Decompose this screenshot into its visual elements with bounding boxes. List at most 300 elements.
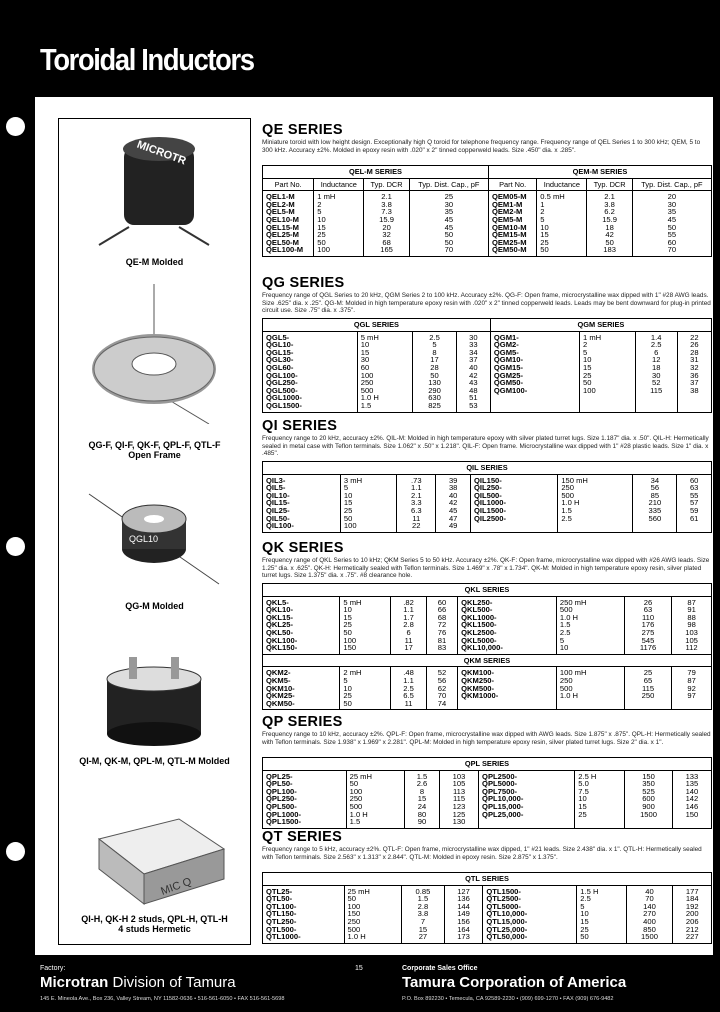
typ-dcr-cell: 176 — [624, 621, 671, 629]
dist-cap-cell: 38 — [677, 387, 711, 395]
inductance-cell: 5 mH — [357, 331, 413, 341]
dist-cap-cell: 123 — [439, 803, 478, 811]
table-row — [263, 522, 712, 532]
dist-cap-cell: 91 — [672, 606, 712, 614]
dist-cap-cell: 92 — [672, 685, 712, 693]
typ-dcr-cell: 8 — [413, 349, 456, 357]
inductance-cell: 2.5 — [556, 629, 624, 637]
part-number-cell: QPL500- — [263, 803, 347, 811]
inductance-cell: 500 — [556, 606, 624, 614]
part-number-cell: QKL15- — [263, 614, 340, 622]
dist-cap-cell: 50 — [409, 239, 488, 247]
part-number-cell: QKM25- — [263, 692, 340, 700]
inductance-cell: 10 — [537, 224, 587, 232]
typ-dcr-cell: 2.8 — [391, 621, 427, 629]
part-number-cell: QGM10- — [490, 356, 579, 364]
column-header: Inductance — [537, 178, 587, 191]
inductance-cell: 50 — [340, 515, 396, 523]
dist-cap-cell: 144 — [444, 903, 483, 911]
table-row — [263, 246, 712, 256]
dist-cap-cell: 149 — [444, 910, 483, 918]
part-number-cell: QGM2- — [490, 341, 579, 349]
inductance-cell: 15 — [314, 224, 364, 232]
caption-line: Open Frame — [128, 450, 181, 460]
typ-dcr-cell: 34 — [633, 474, 677, 484]
part-number-cell: QTL10,000- — [483, 910, 577, 918]
inductance-cell: 5 — [577, 903, 626, 911]
typ-dcr-cell: 6.2 — [587, 208, 632, 216]
series-description: Frequency range to 5 kHz, accuracy ±2%. QTL-F: Open frame, microcrystalline wax dipped, 1" #21 leads. Size 2.438" dia. x 1". QTL-H: Hermetically sealed with Teflon terminals. Size 2.563" x 1.313" x 2.844". QTL-M: Molded in epoxy resin. Size 2.875" x 1.375". — [262, 846, 702, 861]
inductance-cell — [580, 394, 636, 402]
dist-cap-cell — [677, 402, 711, 412]
inductance-cell: 1.5 — [558, 507, 633, 515]
typ-dcr-cell — [625, 818, 673, 828]
dist-cap-cell: 88 — [672, 614, 712, 622]
part-number-cell: QEL100-M — [263, 246, 314, 256]
series-title: QG SERIES — [262, 275, 345, 291]
part-number-cell: QGM100- — [490, 387, 579, 395]
series-qk — [262, 540, 712, 710]
inductance-cell: 2.5 H — [575, 770, 625, 780]
dist-cap-cell: 37 — [677, 379, 711, 387]
part-number-cell: QEM15-M — [488, 231, 536, 239]
part-number-cell: QPL25- — [263, 770, 347, 780]
dist-cap-cell: 142 — [672, 795, 711, 803]
factory-address: 145 E. Mineola Ave., Box 236, Valley Stream, NY 11582-0636 • 516-561-6050 • FAX 516-561-5698 — [40, 996, 285, 1002]
series-description: Frequency range to 10 kHz, accuracy ±2%. QPL-F: Open frame, microcrystalline wax dipped with AWG leads. Size 1.875" x .875". QPL-H: Hermetically sealed with Teflon terminals. Size 1.938" x 1.969" x 2.281". QPL-M: Molded in high temperature epoxy resin, silver plated turret lugs. Size 2" dia. x 1". — [262, 731, 711, 746]
dist-cap-cell: 212 — [673, 926, 712, 934]
part-number-cell: QKL1500- — [458, 621, 557, 629]
group-header: QKM SERIES — [263, 654, 712, 667]
dist-cap-cell: 76 — [426, 629, 457, 637]
inductance-cell: 25 mH — [344, 885, 402, 895]
dist-cap-cell: 60 — [677, 474, 712, 484]
dist-cap-cell: 72 — [426, 621, 457, 629]
dist-cap-cell: 97 — [672, 692, 712, 700]
inductance-cell: 10 — [340, 685, 391, 693]
qe-molded-image — [59, 127, 250, 247]
typ-dcr-cell: .48 — [391, 667, 427, 677]
inductance-cell: 10 — [314, 216, 364, 224]
typ-dcr-cell: 3.8 — [587, 201, 632, 209]
inductance-cell: 100 — [340, 522, 396, 532]
part-number-cell — [490, 402, 579, 412]
dist-cap-cell: 105 — [672, 637, 712, 645]
typ-dcr-cell: 2.1 — [397, 492, 436, 500]
part-number-cell: QKM1000- — [458, 692, 557, 700]
inductance-cell: 100 — [314, 246, 364, 256]
inductance-cell: 2 — [537, 208, 587, 216]
dist-cap-cell: 105 — [439, 780, 478, 788]
part-number-cell: QTL15,000- — [483, 918, 577, 926]
part-number-cell: QGL15- — [263, 349, 358, 357]
dist-cap-cell — [672, 818, 711, 828]
inductance-cell: 100 — [580, 387, 636, 395]
part-number-cell: QIL50- — [263, 515, 341, 523]
part-number-cell: QGM15- — [490, 364, 579, 372]
typ-dcr-cell: 70 — [626, 895, 673, 903]
inductance-cell: 10 — [340, 606, 391, 614]
inductance-cell: 10 — [357, 341, 413, 349]
inductance-cell: 5 — [314, 208, 364, 216]
typ-dcr-cell — [633, 522, 677, 532]
series-title: QI SERIES — [262, 418, 338, 434]
dist-cap-cell: 32 — [677, 364, 711, 372]
typ-dcr-cell: 6 — [391, 629, 427, 637]
dist-cap-cell: 61 — [677, 515, 712, 523]
dist-cap-cell: 87 — [672, 677, 712, 685]
inductance-cell — [558, 522, 633, 532]
part-number-cell: QTL2500- — [483, 895, 577, 903]
spec-table — [262, 583, 712, 710]
caption-open-frame — [59, 440, 250, 460]
dist-cap-cell: 206 — [673, 918, 712, 926]
inductance-cell: 2 mH — [340, 667, 391, 677]
inductance-cell: 15 — [340, 614, 391, 622]
dist-cap-cell — [677, 394, 711, 402]
typ-dcr-cell: 11 — [391, 700, 427, 710]
part-number-cell: QIL1000- — [470, 499, 557, 507]
dist-cap-cell: 45 — [409, 216, 488, 224]
group-header: QKL SERIES — [263, 584, 712, 597]
dist-cap-cell: 79 — [672, 667, 712, 677]
part-number-cell: QIL25- — [263, 507, 341, 515]
dist-cap-cell: 164 — [444, 926, 483, 934]
typ-dcr-cell: 545 — [624, 637, 671, 645]
part-number-cell: QKL10- — [263, 606, 340, 614]
typ-dcr-cell: .82 — [391, 596, 427, 606]
table-row — [263, 933, 712, 943]
series-title: QP SERIES — [262, 714, 343, 730]
inductance-cell: 1.0 H — [357, 394, 413, 402]
part-number-cell: QIL250- — [470, 484, 557, 492]
inductance-cell: 250 — [344, 918, 402, 926]
inductance-cell: 100 — [357, 372, 413, 380]
typ-dcr-cell: .73 — [397, 474, 436, 484]
dist-cap-cell: 42 — [436, 499, 471, 507]
inductance-cell: 250 — [556, 677, 624, 685]
inductance-cell: 150 mH — [558, 474, 633, 484]
caption-line: 4 studs Hermetic — [118, 924, 191, 934]
table-row — [263, 191, 712, 201]
inductance-cell: 15 — [580, 364, 636, 372]
group-header: QGL SERIES — [263, 319, 491, 332]
dist-cap-cell: 45 — [632, 216, 711, 224]
part-number-cell: QGM50- — [490, 379, 579, 387]
series-qt — [262, 829, 712, 944]
typ-dcr-cell: 2.8 — [402, 903, 445, 911]
typ-dcr-cell: 600 — [625, 795, 673, 803]
column-header: Inductance — [314, 178, 364, 191]
column-header-row — [263, 178, 712, 191]
part-number-cell: QTL50- — [263, 895, 345, 903]
part-number-cell: QGM25- — [490, 372, 579, 380]
inductance-cell: 1.0 H — [556, 692, 624, 700]
caption-line: QG-F, QI-F, QK-F, QPL-F, QTL-F — [88, 440, 221, 450]
inductance-cell: 250 — [357, 379, 413, 387]
typ-dcr-cell: 350 — [625, 780, 673, 788]
dist-cap-cell: 98 — [672, 621, 712, 629]
series-description: Frequency range of QGL Series to 20 kHz, QGM Series 2 to 100 kHz. Accuracy ±2%. QG-F: Open frame, microcrystalline wax dipped with 1" #28 AWG leads. Size .625" dia. x .25". QG-M: Molded in high temperature epoxy resin with .020" x 2" tinned copperweld leads. Leads may be bent downward for plug-in printed circuit use. Size .75" dia. x .375". — [262, 292, 711, 315]
typ-dcr-cell: 1500 — [625, 811, 673, 819]
dist-cap-cell: 50 — [632, 224, 711, 232]
inductance-cell: 1.0 H — [344, 933, 402, 943]
part-number-cell: QEM25-M — [488, 239, 536, 247]
inductance-cell: 15 — [575, 803, 625, 811]
inductance-cell: 50 — [577, 933, 626, 943]
inductance-cell: 500 — [558, 492, 633, 500]
typ-dcr-cell: 52 — [635, 379, 677, 387]
part-number-cell: QKM100- — [458, 667, 557, 677]
dist-cap-cell: 83 — [426, 644, 457, 654]
dist-cap-cell: 56 — [426, 677, 457, 685]
inductance-cell: 7.5 — [575, 788, 625, 796]
part-number-cell: QEL25-M — [263, 231, 314, 239]
dist-cap-cell: 25 — [409, 191, 488, 201]
dist-cap-cell: 112 — [672, 644, 712, 654]
inductance-cell: 2.5 — [558, 515, 633, 523]
dist-cap-cell: 133 — [672, 770, 711, 780]
inductance-cell — [580, 402, 636, 412]
binder-hole — [6, 842, 25, 861]
inductance-cell: 50 — [314, 239, 364, 247]
dist-cap-cell: 39 — [436, 474, 471, 484]
part-number-cell: QEL1-M — [263, 191, 314, 201]
binder-hole — [6, 117, 25, 136]
part-number-cell — [458, 700, 557, 710]
column-header: Typ. DCR — [364, 178, 409, 191]
typ-dcr-cell: 24 — [405, 803, 440, 811]
inductance-cell: 1.0 H — [558, 499, 633, 507]
dist-cap-cell: 51 — [456, 394, 490, 402]
table-row — [263, 216, 712, 224]
typ-dcr-cell: 3.8 — [402, 910, 445, 918]
typ-dcr-cell: 275 — [624, 629, 671, 637]
table-row — [263, 644, 712, 654]
part-number-cell: QEL5-M — [263, 208, 314, 216]
typ-dcr-cell: 1176 — [624, 644, 671, 654]
dist-cap-cell: 192 — [673, 903, 712, 911]
typ-dcr-cell: 8 — [405, 788, 440, 796]
typ-dcr-cell: 560 — [633, 515, 677, 523]
part-number-cell: QGL60- — [263, 364, 358, 372]
part-number-cell: QKM2- — [263, 667, 340, 677]
dist-cap-cell: 115 — [439, 795, 478, 803]
factory-name — [40, 974, 236, 991]
part-number-cell: QKL5000- — [458, 637, 557, 645]
spec-table — [262, 165, 712, 257]
footer — [0, 955, 720, 1012]
inductance-cell: 2 — [580, 341, 636, 349]
part-number-cell: QKL10,000- — [458, 644, 557, 654]
part-number-cell: QEM50-M — [488, 246, 536, 256]
dist-cap-cell: 70 — [632, 246, 711, 256]
typ-dcr-cell — [624, 700, 671, 710]
typ-dcr-cell: 85 — [633, 492, 677, 500]
typ-dcr-cell: 140 — [626, 903, 673, 911]
inductance-cell: 25 — [314, 231, 364, 239]
dist-cap-cell: 42 — [456, 372, 490, 380]
typ-dcr-cell: 6 — [635, 349, 677, 357]
dist-cap-cell: 60 — [426, 596, 457, 606]
inductance-cell: 50 — [580, 379, 636, 387]
typ-dcr-cell — [635, 402, 677, 412]
typ-dcr-cell — [635, 394, 677, 402]
dist-cap-cell — [677, 522, 712, 532]
part-number-cell: QIL5- — [263, 484, 341, 492]
part-number-cell: QGL5- — [263, 331, 358, 341]
dist-cap-cell: 53 — [456, 402, 490, 412]
column-header: Typ. DCR — [587, 178, 632, 191]
inductance-cell: 150 — [340, 644, 391, 654]
inductance-cell: 500 — [357, 387, 413, 395]
table-row — [263, 387, 712, 395]
dist-cap-cell: 103 — [672, 629, 712, 637]
dist-cap-cell: 40 — [436, 492, 471, 500]
table-row — [263, 379, 712, 387]
dist-cap-cell: 135 — [672, 780, 711, 788]
typ-dcr-cell: 32 — [364, 231, 409, 239]
typ-dcr-cell: 18 — [635, 364, 677, 372]
typ-dcr-cell: 22 — [397, 522, 436, 532]
typ-dcr-cell: 15.9 — [587, 216, 632, 224]
typ-dcr-cell: 1.5 — [405, 770, 440, 780]
typ-dcr-cell: 1.5 — [402, 895, 445, 903]
inductance-cell: 100 — [344, 903, 402, 911]
column-header: Part No. — [263, 178, 314, 191]
typ-dcr-cell: 115 — [624, 685, 671, 693]
part-number-cell: QKM250- — [458, 677, 557, 685]
dist-cap-cell: 136 — [444, 895, 483, 903]
inductance-cell: 5 — [340, 484, 396, 492]
factory-name-rest: Division of Tamura — [108, 974, 236, 991]
dist-cap-cell: 59 — [677, 507, 712, 515]
sales-label: Corporate Sales Office — [402, 965, 478, 972]
inductance-cell: 25 — [340, 507, 396, 515]
part-number-cell: QIL500- — [470, 492, 557, 500]
part-number-cell: QKM10- — [263, 685, 340, 693]
dist-cap-cell: 130 — [439, 818, 478, 828]
dist-cap-cell: 37 — [456, 356, 490, 364]
series-qp — [262, 714, 712, 829]
typ-dcr-cell: 0.85 — [402, 885, 445, 895]
dist-cap-cell: 113 — [439, 788, 478, 796]
group-header-row — [263, 166, 712, 179]
series-title: QT SERIES — [262, 829, 343, 845]
group-header-row — [263, 462, 712, 475]
typ-dcr-cell: 2.5 — [413, 331, 456, 341]
inductance-cell: 25 — [580, 372, 636, 380]
inductance-cell: 10 — [577, 910, 626, 918]
typ-dcr-cell: 28 — [413, 364, 456, 372]
part-number-cell: QTL5000- — [483, 903, 577, 911]
dist-cap-cell: 31 — [677, 356, 711, 364]
dist-cap-cell: 74 — [426, 700, 457, 710]
dist-cap-cell: 22 — [677, 331, 711, 341]
typ-dcr-cell: 26 — [624, 596, 671, 606]
dist-cap-cell: 57 — [677, 499, 712, 507]
inductance-cell: 25 — [577, 926, 626, 934]
group-header-row — [263, 758, 712, 771]
part-number-cell: QEM5-M — [488, 216, 536, 224]
table-row — [263, 331, 712, 341]
dist-cap-cell: 49 — [436, 522, 471, 532]
typ-dcr-cell: 11 — [391, 637, 427, 645]
series-qe — [262, 122, 712, 257]
typ-dcr-cell: 7.3 — [364, 208, 409, 216]
typ-dcr-cell: 250 — [624, 692, 671, 700]
part-number-cell: QKL250- — [458, 596, 557, 606]
part-number-cell: QGL10- — [263, 341, 358, 349]
part-number-cell: QPL25,000- — [479, 811, 575, 819]
group-header: QIL SERIES — [263, 462, 712, 475]
series-title: QE SERIES — [262, 122, 343, 138]
column-header: Part No. — [488, 178, 536, 191]
inductance-cell: 15 — [357, 349, 413, 357]
typ-dcr-cell: 1.1 — [397, 484, 436, 492]
part-number-cell: QKM500- — [458, 685, 557, 693]
table-row — [263, 515, 712, 523]
typ-dcr-cell: 1.1 — [391, 677, 427, 685]
inductance-cell: 100 — [340, 637, 391, 645]
series-description: Frequency range to 20 kHz, accuracy ±2%. QIL-M: Molded in high temperature epoxy with silver plated turret lugs. Size 1.187" dia. x .50". QIL-H: Hermetically sealed in metal case with Teflon terminals. Size 1.062" x .50" x 1.218". QIL-F: Open frame. Microcrystalline wax dipped with 1" #28 plastic leads. Size 1" dia. x .485". — [262, 435, 709, 458]
typ-dcr-cell: 1.1 — [391, 606, 427, 614]
dist-cap-cell: 140 — [672, 788, 711, 796]
typ-dcr-cell: 2.1 — [587, 191, 632, 201]
table-row — [263, 394, 712, 402]
typ-dcr-cell: 5 — [413, 341, 456, 349]
dist-cap-cell: 200 — [673, 910, 712, 918]
dist-cap-cell: 38 — [436, 484, 471, 492]
dist-cap-cell: 227 — [673, 933, 712, 943]
inductance-cell: 500 — [346, 803, 404, 811]
molded-image — [59, 639, 250, 749]
part-number-cell: QPL250- — [263, 795, 347, 803]
typ-dcr-cell: 3.8 — [364, 201, 409, 209]
typ-dcr-cell: 27 — [402, 933, 445, 943]
inductance-cell: 10 — [556, 644, 624, 654]
dist-cap-cell: 125 — [439, 811, 478, 819]
inductance-cell: 1.5 — [556, 621, 624, 629]
inductance-cell: 50 — [537, 246, 587, 256]
part-number-cell: QGL1500- — [263, 402, 358, 412]
part-number-cell: QKL5- — [263, 596, 340, 606]
part-number-cell: QEL2-M — [263, 201, 314, 209]
typ-dcr-cell: 7 — [402, 918, 445, 926]
table-row — [263, 818, 712, 828]
sales-address: P.O. Box 892230 • Temecula, CA 92589-2230 • (909) 699-1270 • FAX (909) 676-9482 — [402, 996, 614, 1002]
factory-name-bold: Microtran — [40, 974, 109, 991]
typ-dcr-cell: 115 — [635, 387, 677, 395]
caption-line: QI-H, QK-H 2 studs, QPL-H, QTL-H — [81, 914, 228, 924]
dist-cap-cell: 33 — [456, 341, 490, 349]
part-number-cell: QGL1000- — [263, 394, 358, 402]
inductance-cell: 10 — [580, 356, 636, 364]
dist-cap-cell: 70 — [426, 692, 457, 700]
table-row — [263, 224, 712, 232]
dist-cap-cell: 52 — [426, 667, 457, 677]
page-title: Toroidal Inductors — [40, 42, 254, 77]
inductance-cell: 50 — [340, 629, 391, 637]
group-header: QEM-M SERIES — [488, 166, 711, 179]
series-qi — [262, 418, 712, 533]
typ-dcr-cell: 30 — [635, 372, 677, 380]
inductance-cell: 1.0 H — [346, 811, 404, 819]
inductance-cell: 5 — [580, 349, 636, 357]
svg-text:MIC Q: MIC Q — [159, 875, 194, 898]
typ-dcr-cell: 150 — [625, 770, 673, 780]
group-header-row — [263, 584, 712, 597]
